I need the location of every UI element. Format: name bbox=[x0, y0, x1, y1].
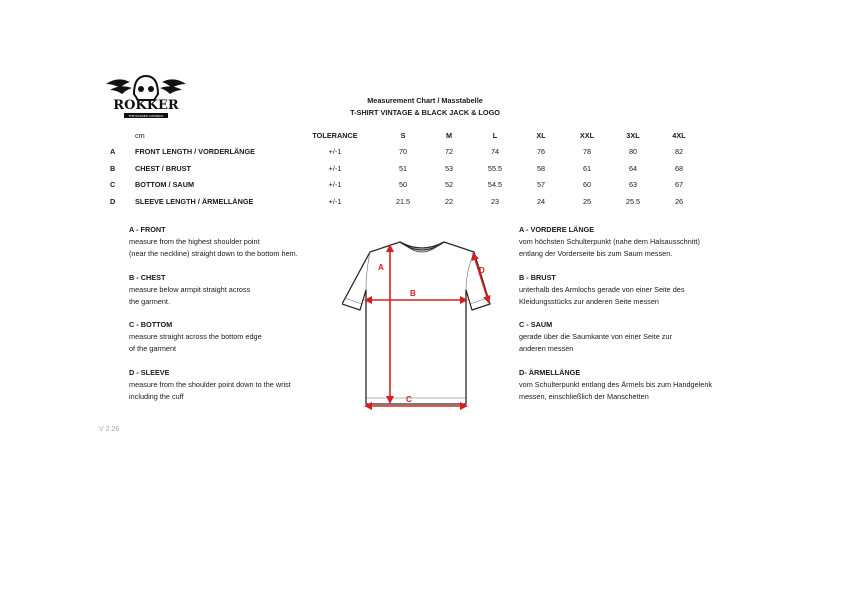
row-letter: D bbox=[110, 196, 116, 206]
row-label: FRONT LENGTH / VORDERLÄNGE bbox=[135, 147, 255, 157]
instruction-line: unterhalb des Armlochs gerade von einer Seite des bbox=[519, 285, 685, 294]
table-row bbox=[104, 144, 702, 161]
table-row bbox=[104, 177, 702, 194]
measure-bottom-label: C bbox=[406, 395, 412, 404]
row-value: 51 bbox=[398, 163, 408, 173]
size-header: XXL bbox=[579, 130, 595, 140]
row-tolerance: +/-1 bbox=[328, 163, 342, 173]
tolerance-header: TOLERANCE bbox=[312, 130, 358, 140]
row-value: 70 bbox=[398, 147, 408, 157]
row-label: CHEST / BRUST bbox=[135, 163, 191, 173]
row-value: 54.5 bbox=[487, 180, 503, 190]
instruction-line: anderen messen bbox=[519, 344, 574, 353]
instruction-line: vom höchsten Schulterpunkt (nahe dem Halsausschnitt) bbox=[519, 237, 700, 246]
row-value: 22 bbox=[444, 196, 454, 206]
row-value: 57 bbox=[536, 180, 546, 190]
row-value: 64 bbox=[628, 163, 638, 173]
measure-chest-label: B bbox=[410, 289, 416, 298]
chart-header bbox=[300, 95, 550, 119]
instruction-line: entlang der Vorderseite bis zum Saum messen. bbox=[519, 249, 673, 258]
size-header: 4XL bbox=[672, 130, 686, 140]
row-value: 58 bbox=[536, 163, 546, 173]
instruction-heading: A - FRONT bbox=[129, 225, 166, 234]
instruction-chest-en bbox=[129, 272, 329, 308]
instruction-heading: B - CHEST bbox=[129, 273, 166, 282]
version-label: V 2.26 bbox=[99, 426, 120, 433]
size-header: XL bbox=[536, 130, 546, 140]
row-value: 63 bbox=[628, 180, 638, 190]
instruction-bottom-de bbox=[519, 319, 759, 355]
instruction-line: measure below armpit straight across bbox=[129, 285, 251, 294]
instruction-front-en bbox=[129, 224, 329, 260]
size-header: S bbox=[400, 130, 406, 140]
size-header: L bbox=[492, 130, 498, 140]
row-label: SLEEVE LENGTH / ÄRMELLÄNGE bbox=[135, 196, 254, 206]
instruction-heading: C - SAUM bbox=[519, 320, 553, 329]
instruction-heading: D - SLEEVE bbox=[129, 368, 170, 377]
logo-tagline: THE ROKKER COMPANY bbox=[128, 114, 164, 118]
row-value: 82 bbox=[674, 147, 684, 157]
row-value: 72 bbox=[444, 147, 454, 157]
instruction-heading: D- ÄRMELLÄNGE bbox=[519, 368, 581, 377]
row-value: 24 bbox=[536, 196, 546, 206]
size-table bbox=[104, 127, 702, 210]
instruction-line: (near the neckline) straight down to the bottom hem. bbox=[129, 249, 298, 258]
instruction-line: vom Schulterpunkt entlang des Ärmels bis zum Handgelenk bbox=[519, 380, 713, 389]
instruction-chest-de bbox=[519, 272, 759, 308]
instruction-line: including the cuff bbox=[129, 392, 184, 401]
instruction-bottom-en bbox=[129, 319, 329, 355]
instruction-heading: A - VORDERE LÄNGE bbox=[519, 225, 595, 234]
row-value: 23 bbox=[490, 196, 500, 206]
measure-front-label: A bbox=[378, 263, 384, 272]
chart-title: Measurement Chart / Masstabelle bbox=[367, 96, 483, 105]
size-header: M bbox=[445, 130, 453, 140]
row-value: 80 bbox=[628, 147, 638, 157]
instruction-sleeve-en bbox=[129, 367, 329, 403]
table-row bbox=[104, 160, 702, 177]
size-header: 3XL bbox=[626, 130, 640, 140]
row-label: BOTTOM / SAUM bbox=[135, 180, 195, 190]
row-value: 25 bbox=[582, 196, 592, 206]
tshirt-outline bbox=[342, 242, 490, 404]
instruction-line: Kleidungsstücks zur anderen Seite messen bbox=[519, 297, 659, 306]
chart-subtitle: T-SHIRT VINTAGE & BLACK JACK & LOGO bbox=[350, 108, 500, 117]
row-value: 50 bbox=[398, 180, 408, 190]
row-value: 55.5 bbox=[487, 163, 503, 173]
instruction-line: measure from the highest shoulder point bbox=[129, 237, 260, 246]
row-letter: A bbox=[110, 147, 116, 157]
tshirt-diagram bbox=[342, 232, 502, 412]
instruction-line: the garment. bbox=[129, 297, 170, 306]
row-tolerance: +/-1 bbox=[328, 180, 342, 190]
row-value: 21.5 bbox=[395, 196, 411, 206]
row-value: 68 bbox=[674, 163, 684, 173]
instruction-line: of the garment bbox=[129, 344, 177, 353]
instruction-line: messen, einschließlich der Manschetten bbox=[519, 392, 649, 401]
rokker-logo bbox=[104, 70, 188, 122]
table-row bbox=[104, 193, 702, 210]
row-value: 78 bbox=[582, 147, 592, 157]
row-value: 74 bbox=[490, 147, 500, 157]
row-value: 76 bbox=[536, 147, 546, 157]
row-value: 67 bbox=[674, 180, 684, 190]
row-tolerance: +/-1 bbox=[328, 147, 342, 157]
instruction-line: measure straight across the bottom edge bbox=[129, 332, 262, 341]
row-value: 53 bbox=[444, 163, 454, 173]
logo-wordmark: ROKKER bbox=[113, 98, 179, 113]
row-tolerance: +/-1 bbox=[328, 196, 342, 206]
row-letter: C bbox=[110, 180, 116, 190]
instruction-sleeve-de bbox=[519, 367, 759, 403]
instruction-heading: B - BRUST bbox=[519, 273, 556, 282]
row-value: 25.5 bbox=[625, 196, 641, 206]
instruction-line: gerade über die Saumkante von einer Seite zur bbox=[519, 332, 672, 341]
instruction-front-de bbox=[519, 224, 759, 260]
row-value: 60 bbox=[582, 180, 592, 190]
instruction-heading: C - BOTTOM bbox=[129, 320, 173, 329]
unit-label: cm bbox=[135, 130, 145, 140]
table-header-row bbox=[104, 127, 702, 144]
row-value: 61 bbox=[582, 163, 592, 173]
row-letter: B bbox=[110, 163, 116, 173]
measure-sleeve-label: D bbox=[479, 266, 485, 275]
row-value: 52 bbox=[444, 180, 454, 190]
instruction-line: measure from the shoulder point down to the wrist bbox=[129, 380, 291, 389]
row-value: 26 bbox=[674, 196, 684, 206]
